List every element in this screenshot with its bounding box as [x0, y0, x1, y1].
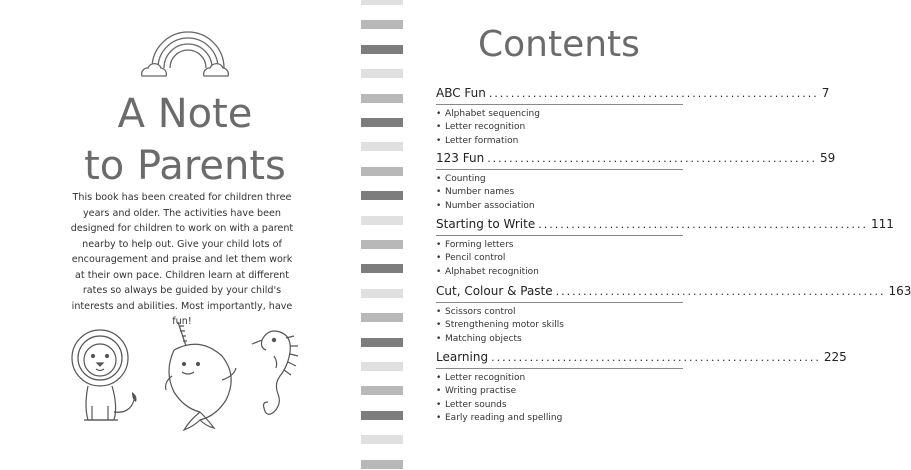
note-title-line-2: to Parents	[84, 143, 286, 189]
note-title	[60, 88, 310, 192]
toc-heading[interactable]	[436, 151, 836, 167]
rainbow-icon	[138, 18, 238, 82]
toc-divider	[436, 368, 683, 369]
toc-heading[interactable]	[436, 284, 911, 300]
toc-leader-dots: ............................................................	[538, 218, 869, 231]
toc-section-label: Starting to Write	[436, 217, 536, 231]
spine-stripe	[361, 362, 403, 371]
toc-item: • Strengthening motor skills	[436, 319, 683, 332]
seahorse-icon	[246, 322, 304, 422]
toc-item: • Letter recognition	[436, 121, 683, 134]
spine-stripe	[361, 45, 403, 54]
toc-section-abc-fun	[436, 86, 830, 148]
toc-heading[interactable]	[436, 217, 894, 233]
toc-section-label: Learning	[436, 350, 489, 364]
toc-item: • Scissors control	[436, 306, 683, 319]
toc-leader-dots: ............................................................	[491, 351, 821, 364]
spine-stripe	[361, 142, 403, 151]
spine-stripe	[361, 313, 403, 322]
spine-stripe	[361, 338, 403, 347]
toc-leader-dots: ............................................................	[555, 285, 886, 298]
spine-stripe	[361, 435, 403, 444]
toc-item-list	[436, 372, 683, 426]
toc-divider	[436, 235, 683, 236]
toc-item: • Matching objects	[436, 333, 683, 346]
toc-item-list	[436, 306, 683, 346]
spine-stripe	[361, 94, 403, 103]
spine-stripe	[361, 386, 403, 395]
toc-divider	[436, 169, 683, 170]
toc-divider	[436, 104, 683, 105]
toc-page-number: 163	[888, 284, 911, 298]
toc-item: • Pencil control	[436, 252, 683, 265]
toc-heading[interactable]	[436, 86, 830, 102]
right-page	[420, 0, 911, 470]
toc-item: • Letter formation	[436, 135, 683, 148]
toc-item-list	[436, 239, 683, 279]
toc-section-learning	[436, 350, 847, 426]
spine-stripe	[361, 289, 403, 298]
toc-item: • Alphabet sequencing	[436, 108, 683, 121]
toc-item-list	[436, 108, 683, 148]
toc-item: • Number names	[436, 186, 683, 199]
toc-page-number: 7	[821, 86, 830, 100]
toc-page-number: 59	[819, 151, 836, 165]
toc-section-label: ABC Fun	[436, 86, 486, 100]
toc-page-number: 225	[823, 350, 847, 364]
toc-leader-dots: ............................................................	[488, 87, 819, 100]
spine-stripe	[361, 118, 403, 127]
toc-section-starting-to-write	[436, 217, 894, 279]
spine-stripe	[361, 0, 403, 5]
spine-stripe	[361, 191, 403, 200]
toc-item: • Forming letters	[436, 239, 683, 252]
toc-section-label: 123 Fun	[436, 151, 485, 165]
toc-page-number: 111	[871, 217, 894, 231]
toc-item-list	[436, 173, 683, 213]
spine-stripes	[361, 0, 403, 470]
left-page	[0, 0, 350, 470]
toc-section-cut-colour-paste	[436, 284, 911, 346]
toc-heading[interactable]	[436, 350, 847, 366]
spine-stripe	[361, 69, 403, 78]
toc-divider	[436, 302, 683, 303]
spine-stripe	[361, 460, 403, 469]
spine-stripe	[361, 264, 403, 273]
toc-item: • Letter recognition	[436, 372, 683, 385]
spine-stripe	[361, 216, 403, 225]
spine-stripe	[361, 20, 403, 29]
toc-item: • Writing practise	[436, 385, 683, 398]
spine-stripe	[361, 240, 403, 249]
spine-stripe	[361, 167, 403, 176]
toc-item: • Early reading and spelling	[436, 412, 683, 425]
note-title-line-1: A Note	[117, 91, 253, 137]
toc-item: • Alphabet recognition	[436, 266, 683, 279]
contents-title: Contents	[478, 24, 640, 65]
toc-section-123-fun	[436, 151, 836, 213]
note-body: This book has been created for children three years and older. The activities have been designed for children to work on with a parent nearby to help out. Give your child lots of encouragement and praise and let them work at their own pace. Children learn at different rates so always be guided by your child's interests and abilities. Most importantly, have fun!	[70, 192, 294, 327]
toc-leader-dots: ............................................................	[487, 152, 817, 165]
toc-section-label: Cut, Colour & Paste	[436, 284, 553, 298]
spine-stripe	[361, 411, 403, 420]
toc-item: • Letter sounds	[436, 399, 683, 412]
toc-item: • Counting	[436, 173, 683, 186]
toc-item: • Number association	[436, 200, 683, 213]
lion-icon	[62, 326, 152, 426]
narwhal-icon	[160, 316, 240, 434]
